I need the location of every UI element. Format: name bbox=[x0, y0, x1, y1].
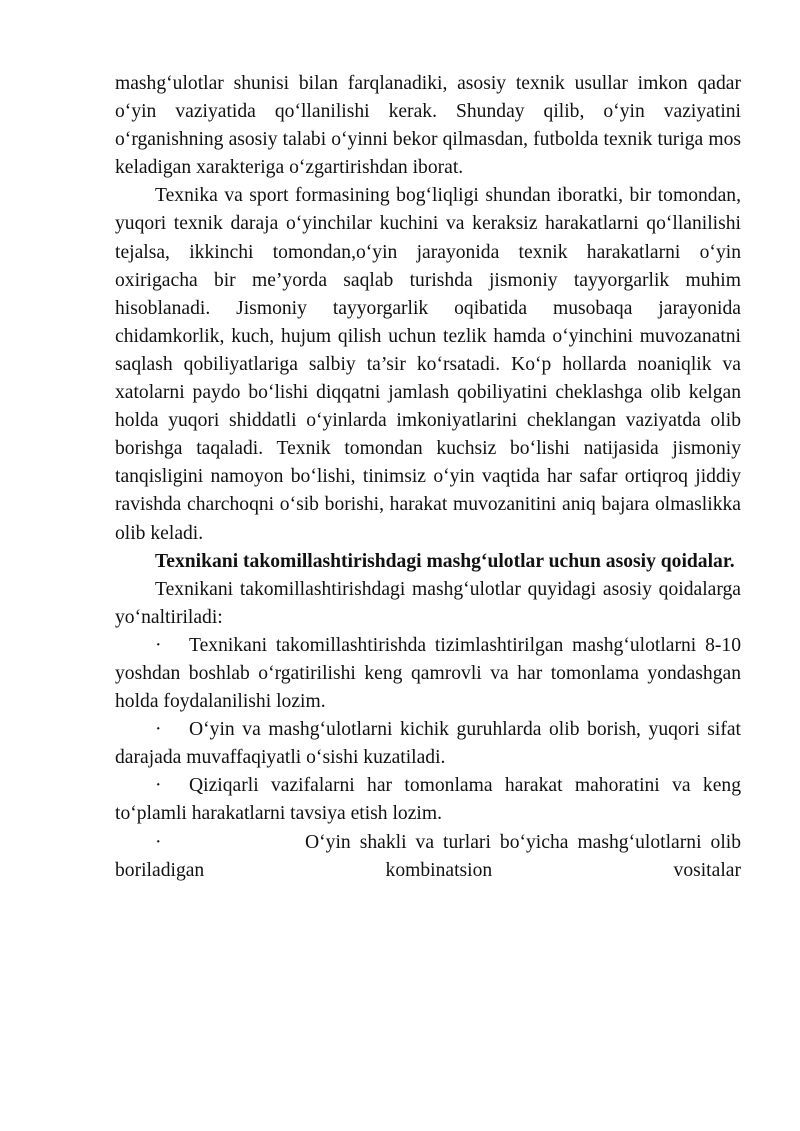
bullet-marker: · bbox=[155, 634, 162, 656]
paragraph-rules-intro: Texnikani takomillashtirishdagi mashg‘ulotlar quyidagi asosiy qoidalarga yo‘naltiriladi: bbox=[115, 578, 741, 628]
list-item bbox=[115, 632, 741, 716]
list-item bbox=[115, 772, 741, 828]
section-heading: Texnikani takomillashtirishdagi mashg‘ulotlar uchun asosiy qoidalar. bbox=[155, 550, 735, 572]
bullet-marker: · bbox=[155, 831, 162, 853]
list-item bbox=[115, 716, 741, 772]
list-item-text: O‘yin shakli va turlari bo‘yicha mashg‘ulotlarni olib boriladigan kombinatsion vositalar bbox=[115, 831, 741, 881]
bullet-marker: · bbox=[155, 775, 162, 797]
paragraph-intro: mashg‘ulotlar shunisi bilan farqlanadiki, asosiy texnik usullar imkon qadar o‘yin vaziyatida qo‘llanilishi kerak. Shunday qilib, o‘yin vaziyatini o‘rganishning asosiy talabi o‘yinni bekor qilmasdan, futbolda texnik turiga mos keladigan xarakteriga o‘zgartirishdan iborat. bbox=[115, 73, 741, 179]
list-item-text: Qiziqarli vazifalarni har tomonlama harakat mahoratini va keng to‘plamli harakatlarni tavsiya etish lozim. bbox=[115, 775, 741, 825]
list-item-text: Texnikani takomillashtirishda tizimlashtirilgan mashg‘ulotlarni 8-10 yoshdan boshlab o‘rgatirilishi keng qamrovli va har tomonlama yondashgan holda foydalanilishi lozim. bbox=[115, 634, 741, 713]
list-item-text: O‘yin va mashg‘ulotlarni kichik guruhlarda olib borish, yuqori sifat darajada muvaffaqiyatli o‘sishi kuzatiladi. bbox=[115, 719, 741, 769]
list-item bbox=[115, 829, 741, 885]
document-page bbox=[115, 70, 741, 885]
bullet-marker: · bbox=[155, 719, 162, 741]
paragraph-technique-fitness: Texnika va sport formasining bog‘liqligi shundan iboratki, bir tomondan, yuqori texnik daraja o‘yinchilar kuchini va keraksiz harakatlarni qo‘llanilishi tejalsa, ikkinchi tomondan,o‘yin jarayonida texnik harakatlarni o‘yin oxirigacha bir me’yorda saqlab turishda jismoniy tayyorgarlik muhim hisoblanadi. Jismoniy tayyorgarlik oqibatida musobaqa jarayonida chidamkorlik, kuch, hujum qilish uchun tezlik hamda o‘yinchini muvozanatni saqlash qobiliyatlariga salbiy ta’sir ko‘rsatadi. Ko‘p hollarda noaniqlik va xatolarni paydo bo‘lishi diqqatni jamlash qobiliyatini cheklashga olib kelgan holda yuqori shiddatli o‘yinlarda imkoniyatlarini cheklangan vaziyatda olib borishga taqaladi. Texnik tomondan kuchsiz bo‘lishi natijasida jismoniy tanqisligini namoyon bo‘lishi, tinimsiz o‘yin vaqtida har safar ortiqroq jiddiy ravishda charchoqni o‘sib borishi, harakat muvozanitini aniq bajara olmaslikka olib keladi. bbox=[115, 185, 741, 544]
